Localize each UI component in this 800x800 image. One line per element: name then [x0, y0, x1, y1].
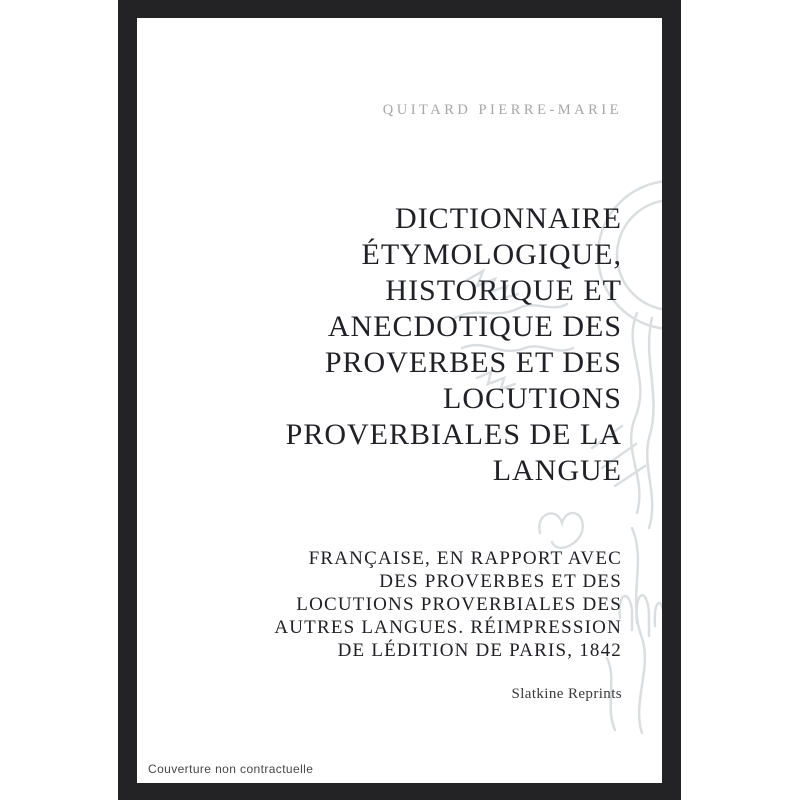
- book-subtitle: [137, 547, 622, 662]
- subtitle-line: FRANÇAISE, EN RAPPORT AVEC: [308, 548, 622, 569]
- subtitle-line: DE LÉDITION DE PARIS, 1842: [337, 640, 622, 661]
- cover-black-frame: [118, 0, 681, 800]
- title-line: LANGUE: [492, 454, 622, 487]
- title-line: PROVERBES ET DES: [324, 346, 622, 379]
- publisher-name: Slatkine Reprints: [511, 686, 622, 702]
- author-name: QUITARD PIERRE-MARIE: [382, 102, 622, 118]
- title-line: ÉTYMOLOGIQUE,: [361, 238, 622, 271]
- title-line: HISTORIQUE ET: [385, 274, 622, 307]
- title-line: DICTIONNAIRE: [395, 202, 622, 235]
- title-line: ANECDOTIQUE DES: [327, 310, 622, 343]
- cover-page: [137, 18, 662, 783]
- cover-caption: Couverture non contractuelle: [148, 762, 314, 776]
- subtitle-line: AUTRES LANGUES. RÉIMPRESSION: [274, 617, 622, 638]
- subtitle-line: DES PROVERBES ET DES: [379, 571, 622, 592]
- subtitle-line: LOCUTIONS PROVERBIALES DES: [296, 594, 622, 615]
- title-line: LOCUTIONS: [443, 382, 622, 415]
- title-line: PROVERBIALES DE LA: [285, 418, 622, 451]
- book-title: [137, 201, 622, 489]
